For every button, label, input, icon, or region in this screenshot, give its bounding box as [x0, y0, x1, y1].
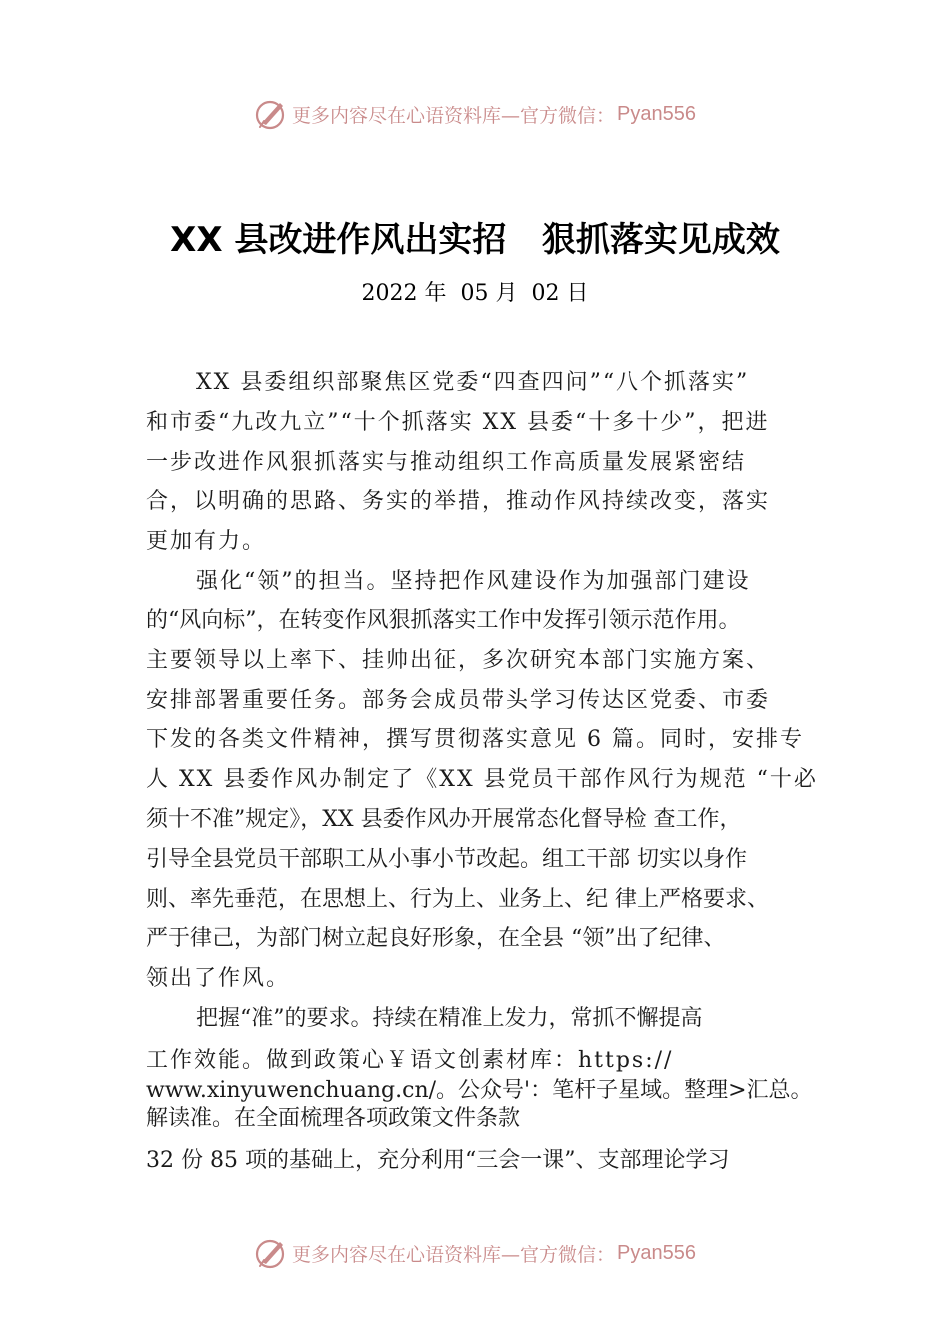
watermark-text: 更多内容尽在心语资料库—官方微信：	[292, 1243, 616, 1266]
body-line: 合，以明确的思路、务实的举措，推动作风持续改变，落实	[146, 489, 771, 514]
footer-watermark	[0, 1233, 950, 1273]
body-line: XX 县委组织部聚焦区党委“四查四问”“八个抓落实”	[196, 370, 750, 395]
watermark-text: 更多内容尽在心语资料库—官方微信：	[292, 104, 616, 127]
body-line: 引导全县党员干部职工从小事小节改起。组工干部 切实以身作	[146, 847, 747, 872]
body-line: 严于律己，为部门树立起良好形象，在全县 “领”出了纪律、	[146, 926, 726, 951]
body-line: 人 XX 县委作风办制定了《XX 县党员干部作风行为规范 “十必	[146, 767, 818, 792]
body-line: 则、率先垂范，在思想上、行为上、业务上、纪 律上严格要求、	[146, 887, 769, 912]
body-line: 安排部署重要任务。部务会成员带头学习传达区党委、市委	[146, 688, 771, 713]
body-line: 主要领导以上率下、挂帅出征，多次研究本部门实施方案、	[146, 648, 771, 673]
body-line: 32 份 85 项的基础上，充分利用“三会一课”、支部理论学习	[146, 1148, 730, 1173]
watermark-wechat-id: Pyan556	[617, 1241, 696, 1264]
body-line: 工作效能。做到政策心￥语文创素材库：https://	[146, 1048, 674, 1073]
body-line: 领出了作风。	[146, 966, 291, 991]
body-line: 一步改进作风狠抓落实与推动组织工作高质量发展紧密结	[146, 450, 747, 475]
body-line: 把握“准”的要求。持续在精准上发力，常抓不懈提高	[196, 1006, 703, 1031]
body-line: 更加有力。	[146, 529, 267, 554]
body-line: 解读准。在全面梳理各项政策文件条款	[146, 1106, 521, 1131]
quill-logo-icon	[254, 97, 288, 131]
document-date: 2022 年 05 月 02 日	[361, 281, 589, 306]
header-watermark	[0, 94, 950, 134]
body-line: 下发的各类文件精神，撰写贯彻落实意见 6 篇。同时，安排专	[146, 727, 804, 752]
body-line: www.xinyuwenchuang.cn/。公众号'：笔杆子星域。整理>汇总。	[146, 1078, 813, 1103]
body-line: 的“风向标”，在转变作风狠抓落实工作中发挥引领示范作用。	[146, 608, 741, 633]
document-title: XX 县改进作风出实招 狠抓落实见成效	[170, 220, 780, 260]
body-line: 强化“领”的担当。坚持把作风建设作为加强部门建设	[196, 569, 751, 594]
body-line: 和市委“九改九立”“十个抓落实 XX 县委“十多十少”，把进	[146, 410, 770, 435]
watermark-wechat-id: Pyan556	[617, 102, 696, 125]
quill-logo-icon	[254, 1236, 288, 1270]
body-line: 须十不准”规定》，XX 县委作风办开展常态化督导检 查工作，	[146, 807, 742, 832]
